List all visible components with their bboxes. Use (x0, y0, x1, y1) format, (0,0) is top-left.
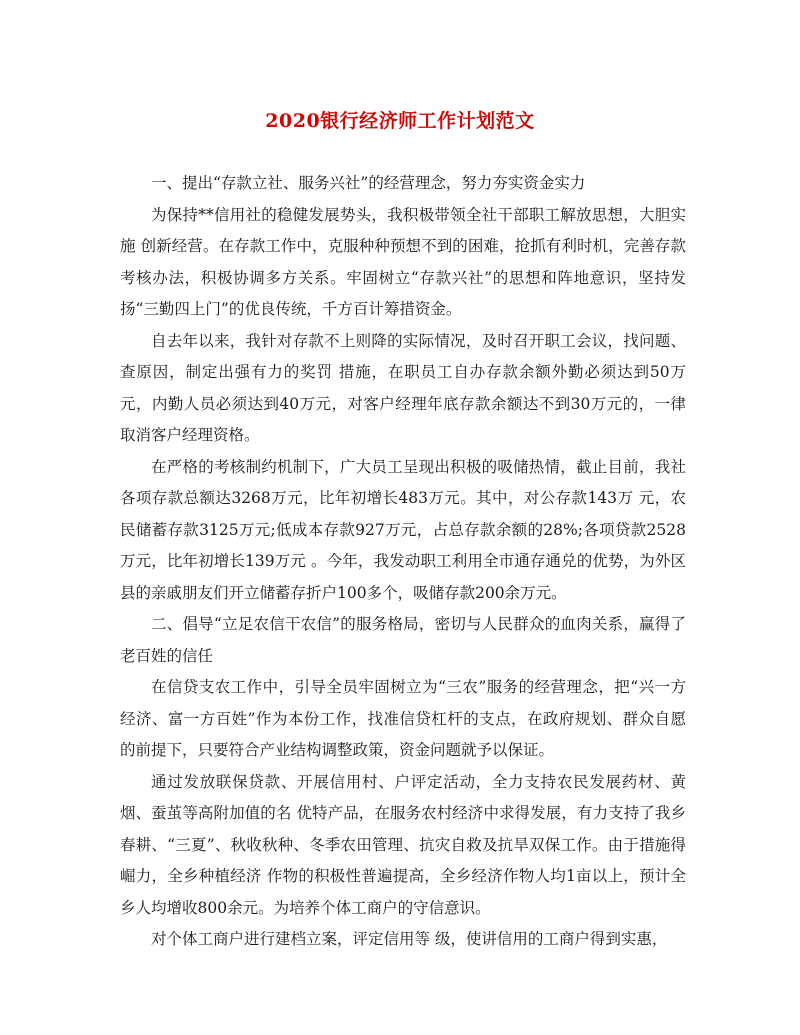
heading-section-2: 二、倡导“立足农信干农信”的服务格局，密切与人民群众的血肉关系，赢得了老百姓的信任 (120, 615, 686, 665)
paragraph: 在严格的考核制约机制下，广大员工呈现出积极的吸储热情，截止目前，我社各项存款总额达3268万元，比年初增长483万元。其中，对公存款143万 元，农民储蓄存款3125万元;低成本存款927万元，占总存款余额的28%;各项贷款2528万元，比年初增长139万元 。今年，我发动职工利用全市通存通兑的优势，为外区县的亲戚朋友们开立储蓄存折户100多个，吸储存款200余万元。 (120, 457, 686, 602)
paragraph: 对个体工商户进行建档立案，评定信用等 级，使讲信用的工商户得到实惠， (151, 930, 668, 948)
document-title: 2020银行经济师工作计划范文 (265, 110, 535, 132)
paragraph: 自去年以来，我针对存款不上则降的实际情况，及时召开职工会议，找问题、查原因，制定出强有力的奖罚 措施，在职员工自办存款余额外勤必须达到50万元，内勤人员必须达到40万元，对客户经理年底存款余额达不到30万元的，一律取消客户经理资格。 (120, 331, 686, 444)
document-body (120, 168, 686, 956)
paragraph: 为保持**信用社的稳健发展势头，我积极带领全社干部职工解放思想，大胆实施 创新经营。在存款工作中，克服种种预想不到的困难，抢抓有利时机，完善存款考核办法，积极协调多方关系。牢固树立“存款兴社”的思想和阵地意识，坚持发 扬“三勤四上门”的优良传统，千方百计筹措资金。 (120, 205, 686, 318)
paragraph: 在信贷支农工作中，引导全员牢固树立为“三农”服务的经营理念，把“兴一方经济、富一方百姓”作为本份工作，找准信贷杠杆的支点，在政府规划、群众自愿 的前提下，只要符合产业结构调整政策，资金问题就予以保证。 (120, 678, 686, 759)
paragraph: 通过发放联保贷款、开展信用村、户评定活动，全力支持农民发展药材、黄烟、蚕茧等高附加值的名 优特产品，在服务农村经济中求得发展，有力支持了我乡春耕、“三夏”、秋收秋种、冬季农田管理、抗灾自救及抗旱双保工作。由于措施得崛力，全乡种植经济 作物的积极性普遍提高，全乡经济作物人均1亩以上，预计全乡人均增收800余元。为培养个体工商户的守信意识。 (120, 772, 686, 917)
heading-section-1: 一、提出“存款立社、服务兴社”的经营理念，努力夯实资金实力 (151, 174, 586, 192)
